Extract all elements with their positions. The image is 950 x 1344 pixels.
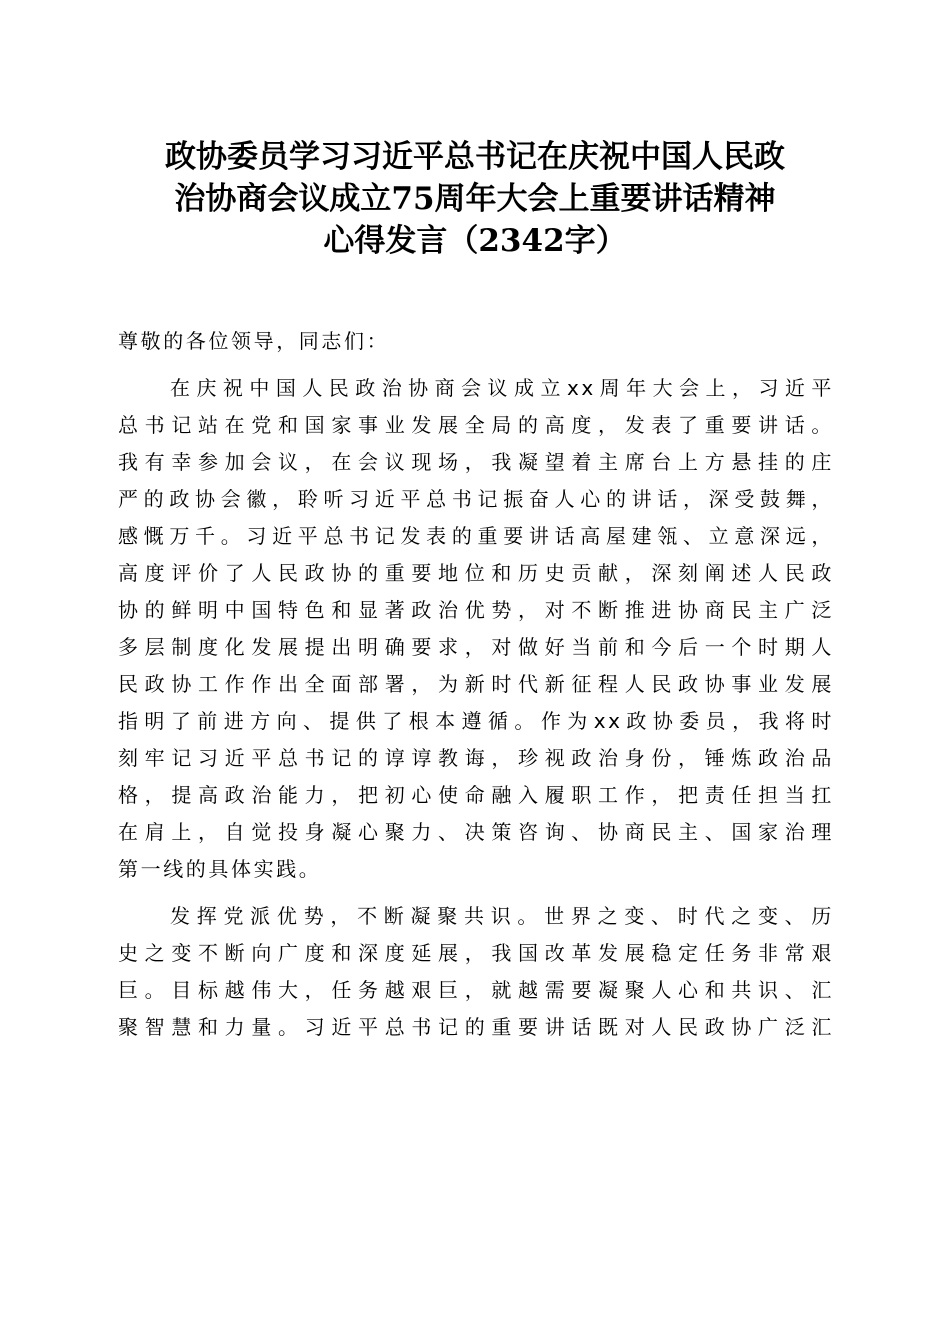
paragraph-line: 高度评价了人民政协的重要地位和历史贡献，深刻阐述人民政 <box>118 561 834 585</box>
paragraph-line: 民政协工作作出全面部署，为新时代新征程人民政协事业发展 <box>118 672 834 696</box>
paragraph-gap <box>118 888 834 898</box>
paragraph-line: 发挥党派优势，不断凝聚共识。世界之变、时代之变、历 <box>170 904 834 928</box>
document-body <box>118 323 834 1046</box>
paragraph-line: 协的鲜明中国特色和显著政治优势，对不断推进协商民主广泛 <box>118 598 834 622</box>
paragraph-gap <box>118 360 834 370</box>
paragraph-1 <box>118 370 834 888</box>
paragraph-line: 严的政协会徽，聆听习近平总书记振奋人心的讲话，深受鼓舞， <box>118 487 834 511</box>
paragraph-line: 巨。目标越伟大，任务越艰巨，就越需要凝聚人心和共识、汇 <box>118 978 834 1002</box>
paragraph-line: 在庆祝中国人民政治协商会议成立xx周年大会上，习近平 <box>170 376 834 400</box>
salutation: 尊敬的各位领导，同志们： <box>118 329 390 353</box>
paragraph-line: 第一线的具体实践。 <box>118 857 322 881</box>
paragraph-line: 在肩上，自觉投身凝心聚力、决策咨询、协商民主、国家治理 <box>118 820 834 844</box>
paragraph-line: 史之变不断向广度和深度延展，我国改革发展稳定任务非常艰 <box>118 941 834 965</box>
paragraph-line: 多层制度化发展提出明确要求，对做好当前和今后一个时期人 <box>118 635 834 659</box>
title-line: 治协商会议成立75周年大会上重要讲话精神 <box>174 181 776 217</box>
paragraph-2 <box>118 898 834 1046</box>
title-line: 政协委员学习习近平总书记在庆祝中国人民政 <box>165 139 785 175</box>
paragraph-line: 聚智慧和力量。习近平总书记的重要讲话既对人民政协广泛汇 <box>118 1015 834 1039</box>
paragraph-line: 刻牢记习近平总书记的谆谆教诲，珍视政治身份，锤炼政治品 <box>118 746 834 770</box>
paragraph-line: 感慨万千。习近平总书记发表的重要讲话高屋建瓴、立意深远， <box>118 524 834 548</box>
document-title <box>110 136 840 262</box>
paragraph-line: 总书记站在党和国家事业发展全局的高度，发表了重要讲话。 <box>118 413 834 437</box>
paragraph-line: 我有幸参加会议，在会议现场，我凝望着主席台上方悬挂的庄 <box>118 450 834 474</box>
paragraph-line: 指明了前进方向、提供了根本遵循。作为xx政协委员，我将时 <box>118 709 834 733</box>
paragraph-line: 格，提高政治能力，把初心使命融入履职工作，把责任担当扛 <box>118 783 834 807</box>
title-line: 心得发言（2342字） <box>323 223 627 259</box>
